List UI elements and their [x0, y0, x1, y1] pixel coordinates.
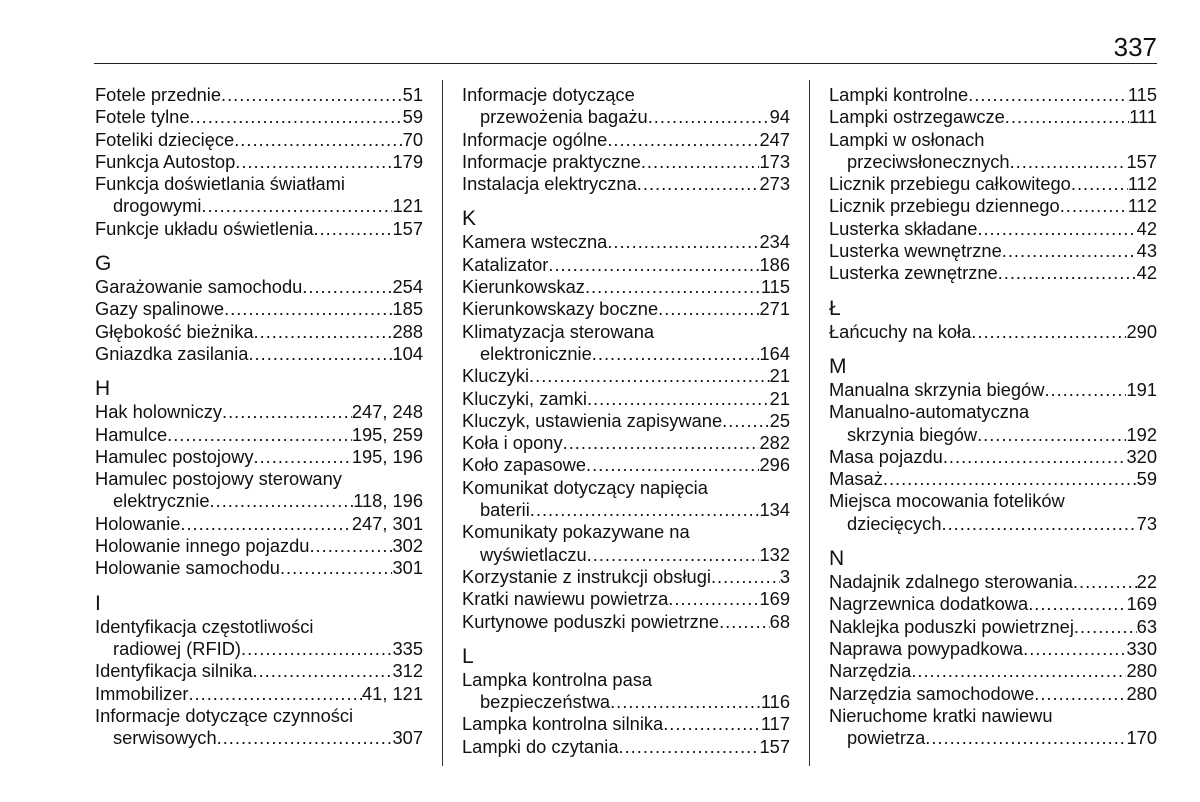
index-entry	[95, 424, 423, 446]
entry-label: Głębokość bieżnika	[95, 320, 254, 342]
dot-leader	[241, 638, 392, 660]
page-ref: 157	[1126, 150, 1157, 172]
index-entry-heading: Informacje dotyczące	[462, 84, 635, 105]
index-entry-heading: Hamulec postojowy sterowany	[95, 468, 342, 490]
dot-leader	[167, 424, 352, 446]
index-subentry	[95, 727, 423, 749]
page-ref: 104	[392, 342, 423, 364]
index-entry	[95, 401, 423, 423]
dot-leader	[253, 660, 393, 682]
page-ref: 115	[1127, 84, 1157, 105]
dot-leader	[201, 195, 392, 217]
page-ref: 273	[759, 173, 790, 195]
entry-label: Holowanie samochodu	[95, 557, 280, 579]
entry-label: Masaż	[829, 468, 883, 490]
index-entry	[829, 593, 1157, 615]
index-entry	[829, 240, 1157, 262]
index-subentry	[462, 544, 790, 566]
column-divider	[442, 80, 443, 766]
page-ref: 115	[760, 276, 790, 298]
page-ref: 59	[1136, 468, 1157, 490]
entry-label: Naklejka poduszki powietrznej	[829, 615, 1074, 637]
page-ref: 330	[1126, 637, 1157, 659]
index-entry-heading: Komunikaty pokazywane na	[462, 521, 690, 543]
page-ref: 173	[759, 150, 790, 172]
entry-label: Funkcja Autostop	[95, 150, 236, 172]
dot-leader	[619, 736, 760, 758]
entry-label: Kierunkowskaz	[462, 276, 585, 298]
entry-label: Holowanie innego pojazdu	[95, 535, 310, 557]
section-letter: L	[462, 644, 474, 668]
dot-leader	[911, 660, 1126, 682]
section-letter: K	[462, 207, 477, 231]
page-ref: 170	[1126, 727, 1157, 749]
dot-leader	[587, 544, 760, 566]
index-subentry	[829, 424, 1157, 446]
index-entry	[462, 151, 790, 173]
dot-leader	[977, 424, 1126, 446]
page-ref: 186	[759, 253, 790, 275]
index-entry	[462, 129, 790, 151]
dot-leader	[1060, 195, 1128, 217]
dot-leader	[711, 566, 780, 588]
page-ref: 247	[759, 128, 790, 150]
entry-label: przeciwsłonecznych	[847, 150, 1010, 172]
page-ref: 41, 121	[362, 682, 423, 704]
dot-leader	[971, 321, 1126, 343]
page-ref: 320	[1126, 445, 1157, 467]
entry-label: Kamera wsteczna	[462, 231, 608, 253]
dot-leader	[188, 683, 362, 705]
index-entry	[462, 298, 790, 320]
page-ref: 94	[769, 106, 790, 128]
entry-label: Lampki kontrolne	[829, 84, 969, 105]
index-entry	[829, 660, 1157, 682]
index-entry-heading: Nieruchome kratki nawiewu	[829, 704, 1053, 726]
page-ref: 22	[1136, 571, 1157, 593]
page-ref: 179	[392, 150, 423, 172]
entry-label: Gniazdka zasilania	[95, 342, 249, 364]
dot-leader	[668, 588, 759, 610]
header-rule	[94, 63, 1157, 64]
entry-label: skrzynia biegów	[847, 423, 978, 445]
index-subentry	[95, 490, 423, 512]
index-entry	[95, 446, 423, 468]
entry-label: Hak holowniczy	[95, 401, 223, 423]
entry-label: Łańcuchy na koła	[829, 320, 972, 342]
index-entry	[829, 571, 1157, 593]
dot-leader	[719, 611, 770, 633]
dot-leader	[254, 446, 352, 468]
page-ref: 3	[779, 565, 790, 587]
index-entry-heading: Manualno-automatyczna	[829, 401, 1030, 423]
index-entry	[95, 321, 423, 343]
dot-leader	[222, 401, 352, 423]
index-entry	[829, 379, 1157, 401]
page-ref: 254	[392, 276, 423, 298]
entry-label: Lampka kontrolna silnika	[462, 713, 664, 735]
page-ref: 280	[1126, 660, 1157, 682]
index-entry	[95, 557, 423, 579]
index-entry	[829, 638, 1157, 660]
entry-label: Kurtynowe poduszki powietrzne	[462, 610, 720, 632]
index-subentry	[95, 638, 423, 660]
dot-leader	[883, 468, 1137, 490]
section-letter: G	[95, 252, 112, 276]
page-ref: 63	[1136, 615, 1157, 637]
entry-label: Kluczyki	[462, 365, 530, 387]
page-ref: 73	[1136, 512, 1157, 534]
page-ref: 247, 301	[351, 512, 423, 534]
dot-leader	[302, 276, 392, 298]
page-ref: 247, 248	[351, 401, 423, 423]
page-ref: 335	[392, 637, 423, 659]
entry-label: Kratki nawiewu powietrza	[462, 588, 669, 610]
index-entry	[95, 84, 423, 106]
dot-leader	[977, 218, 1136, 240]
index-entry	[462, 566, 790, 588]
page-ref: 288	[392, 320, 423, 342]
index-entry-heading: Komunikat dotyczący napięcia	[462, 476, 708, 498]
index-entry	[462, 454, 790, 476]
entry-label: Lusterka składane	[829, 217, 978, 239]
entry-label: Narzędzia samochodowe	[829, 682, 1035, 704]
index-column-3	[829, 84, 1157, 749]
entry-label: Koło zapasowe	[462, 454, 586, 476]
page-ref: 21	[769, 365, 790, 387]
entry-label: Narzędzia	[829, 660, 912, 682]
page-ref: 121	[392, 195, 423, 217]
page-number: 337	[1113, 32, 1157, 62]
index-entry	[462, 365, 790, 387]
index-entry	[95, 513, 423, 535]
entry-label: Masa pojazdu	[829, 445, 943, 467]
page-ref: 111	[1129, 106, 1157, 128]
dot-leader	[586, 454, 759, 476]
page-ref: 290	[1126, 320, 1157, 342]
index-entry	[829, 195, 1157, 217]
entry-label: Informacje ogólne	[462, 128, 608, 150]
dot-leader	[648, 106, 770, 128]
column-divider	[809, 80, 810, 766]
index-entry	[829, 262, 1157, 284]
index-entry	[829, 173, 1157, 195]
index-entry-heading: Identyfikacja częstotliwości	[95, 615, 314, 637]
page-ref: 42	[1136, 262, 1157, 284]
page-ref: 21	[769, 387, 790, 409]
dot-leader	[607, 231, 759, 253]
index-entry	[462, 588, 790, 610]
dot-leader	[254, 321, 393, 343]
dot-leader	[943, 446, 1127, 468]
dot-leader	[309, 535, 392, 557]
entry-label: wyświetlaczu	[480, 543, 587, 565]
index-entry	[462, 611, 790, 633]
dot-leader	[180, 513, 351, 535]
dot-leader	[1044, 379, 1126, 401]
index-entry-heading: Klimatyzacja sterowana	[462, 320, 655, 342]
dot-leader	[548, 254, 759, 276]
page-ref: 134	[759, 499, 790, 521]
dot-leader	[637, 173, 760, 195]
entry-label: Koła i opony	[462, 432, 563, 454]
entry-label: Lusterka wewnętrzne	[829, 240, 1002, 262]
entry-label: Hamulce	[95, 423, 168, 445]
dot-leader	[658, 298, 759, 320]
page-ref: 157	[759, 735, 790, 757]
section-letter: N	[829, 547, 845, 571]
entry-label: Holowanie	[95, 512, 181, 534]
index-entry	[462, 736, 790, 758]
dot-leader	[942, 513, 1137, 535]
index-entry-heading: Informacje dotyczące czynności	[95, 704, 354, 726]
entry-label: radiowej (RFID)	[113, 637, 241, 659]
entry-label: powietrza	[847, 727, 926, 749]
page-ref: 68	[769, 610, 790, 632]
section-letter: Ł	[829, 296, 841, 320]
dot-leader	[968, 84, 1128, 106]
index-entry	[829, 84, 1157, 106]
index-entry	[829, 616, 1157, 638]
index-subentry	[829, 151, 1157, 173]
dot-leader	[722, 410, 770, 432]
entry-label: Funkcje układu oświetlenia	[95, 217, 314, 239]
index-column-1	[95, 84, 423, 749]
entry-label: Lampki ostrzegawcze	[829, 106, 1005, 128]
entry-label: drogowymi	[113, 195, 202, 217]
dot-leader	[663, 713, 761, 735]
page-ref: 132	[759, 543, 790, 565]
entry-label: Kierunkowskazy boczne	[462, 298, 659, 320]
entry-label: Fotele tylne	[95, 106, 190, 128]
index-column-2	[462, 84, 790, 758]
dot-leader	[190, 106, 403, 128]
index-entry	[95, 129, 423, 151]
dot-leader	[529, 365, 770, 387]
dot-leader	[585, 276, 761, 298]
page-ref: 280	[1126, 682, 1157, 704]
index-subentry	[462, 691, 790, 713]
dot-leader	[1073, 571, 1137, 593]
index-entry-heading: Lampki w osłonach	[829, 128, 985, 150]
entry-label: Katalizator	[462, 253, 549, 275]
dot-leader	[313, 218, 392, 240]
section-letter: M	[829, 354, 847, 378]
dot-leader	[221, 84, 403, 106]
page-ref: 25	[769, 409, 790, 431]
index-subentry	[462, 106, 790, 128]
entry-label: Korzystanie z instrukcji obsługi	[462, 565, 711, 587]
entry-label: baterii	[480, 499, 530, 521]
entry-label: Kluczyki, zamki	[462, 387, 587, 409]
entry-label: Garażowanie samochodu	[95, 276, 303, 298]
entry-label: przewożenia bagażu	[480, 106, 648, 128]
index-entry	[462, 254, 790, 276]
dot-leader	[1071, 173, 1128, 195]
entry-label: bezpieczeństwa	[480, 691, 611, 713]
dot-leader	[210, 490, 354, 512]
page-ref: 195, 259	[351, 423, 423, 445]
page-ref: 70	[402, 128, 423, 150]
index-entry	[95, 343, 423, 365]
entry-label: Gazy spalinowe	[95, 298, 225, 320]
index-entry	[95, 298, 423, 320]
dot-leader	[587, 388, 770, 410]
dot-leader	[280, 557, 393, 579]
dot-leader	[1023, 638, 1126, 660]
dot-leader	[1010, 151, 1127, 173]
page-ref: 117	[760, 713, 790, 735]
entry-label: serwisowych	[113, 727, 217, 749]
entry-label: Identyfikacja silnika	[95, 660, 253, 682]
index-entry	[95, 683, 423, 705]
page-ref: 312	[392, 660, 423, 682]
index-subentry	[95, 195, 423, 217]
index-subentry	[462, 343, 790, 365]
index-entry	[462, 173, 790, 195]
entry-label: Lusterka zewnętrzne	[829, 262, 998, 284]
entry-label: Informacje praktyczne	[462, 150, 641, 172]
index-entry	[829, 218, 1157, 240]
page-ref: 112	[1127, 195, 1157, 217]
page-ref: 112	[1127, 173, 1157, 195]
page-ref: 192	[1126, 423, 1157, 445]
page-ref: 191	[1126, 378, 1157, 400]
page-ref: 51	[402, 84, 423, 105]
index-entry-heading: Funkcja doświetlania światłami	[95, 173, 345, 195]
index-entry	[462, 713, 790, 735]
dot-leader	[610, 691, 761, 713]
dot-leader	[1034, 683, 1126, 705]
dot-leader	[234, 129, 402, 151]
dot-leader	[530, 499, 760, 521]
index-entry	[95, 106, 423, 128]
index-entry	[462, 276, 790, 298]
dot-leader	[607, 129, 759, 151]
index-entry	[462, 410, 790, 432]
dot-leader	[1002, 240, 1137, 262]
entry-label: Kluczyk, ustawienia zapisywane	[462, 409, 723, 431]
page-ref: 42	[1136, 217, 1157, 239]
index-entry	[829, 468, 1157, 490]
page-ref: 282	[759, 432, 790, 454]
index-entry	[462, 432, 790, 454]
section-letter: H	[95, 377, 111, 401]
entry-label: Immobilizer	[95, 682, 189, 704]
page-ref: 271	[759, 298, 790, 320]
index-subentry	[829, 727, 1157, 749]
page-ref: 301	[392, 557, 423, 579]
page-ref: 195, 196	[351, 445, 423, 467]
index-entry	[829, 683, 1157, 705]
page-ref: 169	[759, 588, 790, 610]
entry-label: Naprawa powypadkowa	[829, 637, 1024, 659]
index-entry	[95, 535, 423, 557]
index-entry-heading: Miejsca mocowania fotelików	[829, 490, 1065, 512]
index-entry	[95, 276, 423, 298]
page-ref: 307	[392, 727, 423, 749]
dot-leader	[563, 432, 760, 454]
entry-label: Nagrzewnica dodatkowa	[829, 593, 1029, 615]
page-ref: 116	[760, 691, 790, 713]
entry-label: Manualna skrzynia biegów	[829, 378, 1045, 400]
index-subentry	[829, 513, 1157, 535]
page-ref: 43	[1136, 240, 1157, 262]
index-entry	[95, 151, 423, 173]
index-subentry	[462, 499, 790, 521]
index-entry-heading: Lampka kontrolna pasa	[462, 668, 653, 690]
index-entry	[462, 231, 790, 253]
page-ref: 59	[402, 106, 423, 128]
entry-label: elektronicznie	[480, 342, 592, 364]
page-ref: 164	[759, 342, 790, 364]
page-ref: 169	[1126, 593, 1157, 615]
entry-label: Fotele przednie	[95, 84, 222, 105]
dot-leader	[235, 151, 392, 173]
index-entry	[95, 218, 423, 240]
dot-leader	[592, 343, 760, 365]
section-letter: I	[95, 591, 101, 615]
dot-leader	[248, 343, 392, 365]
entry-label: dziecięcych	[847, 512, 942, 534]
entry-label: Nadajnik zdalnego sterowania	[829, 571, 1073, 593]
index-entry	[829, 446, 1157, 468]
index-entry	[829, 321, 1157, 343]
page-ref: 302	[392, 535, 423, 557]
entry-label: Hamulec postojowy	[95, 445, 254, 467]
dot-leader	[925, 727, 1126, 749]
index-entry	[95, 660, 423, 682]
page-ref: 118, 196	[353, 490, 423, 512]
index-entry	[829, 106, 1157, 128]
dot-leader	[998, 262, 1137, 284]
entry-label: elektrycznie	[113, 490, 210, 512]
dot-leader	[224, 298, 392, 320]
dot-leader	[217, 727, 393, 749]
entry-label: Licznik przebiegu dziennego	[829, 195, 1060, 217]
page-ref: 185	[392, 298, 423, 320]
page-ref: 296	[759, 454, 790, 476]
page-ref: 234	[759, 231, 790, 253]
dot-leader	[1028, 593, 1126, 615]
page-ref: 157	[392, 217, 423, 239]
index-entry	[462, 388, 790, 410]
entry-label: Foteliki dziecięce	[95, 128, 235, 150]
dot-leader	[641, 151, 760, 173]
entry-label: Licznik przebiegu całkowitego	[829, 173, 1071, 195]
entry-label: Lampki do czytania	[462, 735, 619, 757]
dot-leader	[1074, 616, 1137, 638]
dot-leader	[1005, 106, 1129, 128]
entry-label: Instalacja elektryczna	[462, 173, 637, 195]
